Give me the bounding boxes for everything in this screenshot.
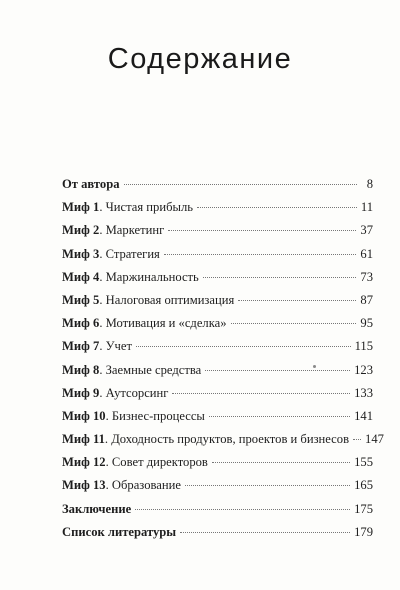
toc-entry [62,502,373,525]
toc-entry-page: 95 [360,316,373,331]
toc-entry-page: 61 [360,246,373,261]
toc-entry [62,316,373,339]
toc-entry-page: 175 [354,501,373,516]
toc-entry-page: 155 [354,455,373,470]
toc-entry-heading: От автора [62,177,120,191]
toc-entry-heading: Миф 7 [62,339,100,354]
toc-entry-label [62,247,160,262]
table-of-contents [62,177,384,548]
toc-entry-title: . Стратегия [99,246,160,261]
toc-entry-title: . Доходность продуктов, проектов и бизнесов [104,432,350,447]
toc-entry-heading: Миф 8 [62,362,100,377]
toc-entry-label [62,478,181,493]
toc-entry-heading: Миф 2 [62,223,100,238]
toc-entry-label [62,293,234,308]
toc-entry-title: . Бизнес-процессы [105,408,205,423]
toc-entry-page: 147 [365,432,384,447]
toc-entry [62,247,373,270]
dot-leader [136,346,351,347]
toc-entry [62,478,373,501]
dot-leader [124,184,357,185]
toc-entry [62,386,373,409]
toc-entry-label [62,363,201,378]
toc-entry [62,432,384,455]
toc-entry-title: . Маржинальность [99,269,199,284]
toc-entry-heading: Миф 6 [62,316,100,331]
toc-entry-heading: Миф 4 [62,269,100,284]
toc-entry [62,339,373,362]
dot-leader [205,370,350,371]
toc-entry [62,455,373,478]
toc-entry-heading: Список литературы [62,524,177,539]
dot-leader [197,207,357,208]
toc-entry-page: 87 [360,292,373,307]
toc-entry-label [62,432,349,447]
toc-entry [62,293,373,316]
toc-entry-page: 37 [360,223,373,238]
toc-entry-page: 8 [366,177,373,191]
toc-entry [62,409,373,432]
dot-leader [238,300,356,301]
toc-entry-label [62,409,205,424]
toc-entry-page: 133 [354,385,373,400]
page-title: Содержание [107,43,293,75]
dot-leader [168,230,356,231]
toc-entry-label [62,525,176,540]
dot-leader [353,439,361,440]
toc-entry [62,177,373,200]
dot-leader [231,323,357,324]
toc-entry-page: 123 [354,362,373,377]
toc-entry [62,270,373,293]
dot-leader [172,393,350,394]
toc-entry-title: . Чистая прибыль [99,200,193,215]
toc-entry-page: 115 [354,339,373,354]
toc-entry-label [62,177,120,192]
toc-entry-title: . Мотивация и «сделка» [99,316,227,331]
toc-entry-label [62,223,164,238]
toc-entry-title: . Заемные средства [99,362,202,377]
toc-entry-title: . Учет [99,339,132,354]
toc-entry-heading: Миф 3 [62,246,100,261]
toc-entry-label [62,200,193,215]
toc-entry [62,200,373,223]
toc-entry-title: . Аутсорсинг [99,385,169,400]
dot-leader [164,254,357,255]
toc-entry-title: . Совет директоров [105,455,208,470]
toc-entry-title: . Маркетинг [99,223,165,238]
dot-leader [135,509,350,510]
toc-entry-page: 165 [354,478,373,493]
toc-entry-heading: Миф 9 [62,385,100,400]
toc-entry-label [62,316,227,331]
toc-entry-heading: Миф 12 [62,455,106,470]
toc-entry-heading: Миф 5 [62,292,100,307]
toc-entry-heading: Миф 10 [62,408,106,423]
toc-entry-heading: Миф 13 [62,478,106,493]
dot-leader [203,277,357,278]
toc-entry-heading: Заключение [62,501,132,516]
toc-entry-page: 73 [360,269,373,284]
toc-entry [62,525,373,548]
dot-leader [185,485,350,486]
toc-entry-label [62,502,131,517]
toc-entry-page: 141 [354,408,373,423]
paper-speck [313,365,316,368]
toc-entry-label [62,270,199,285]
toc-entry [62,363,373,386]
dot-leader [180,532,350,533]
toc-entry-heading: Миф 1 [62,200,100,215]
toc-entry-title: . Образование [105,478,181,493]
toc-entry-heading: Миф 11 [62,432,105,447]
toc-entry-page: 11 [360,200,373,215]
toc-entry [62,223,373,246]
toc-entry-page: 179 [354,524,373,539]
toc-entry-label [62,339,132,354]
dot-leader [209,416,350,417]
toc-entry-title: . Налоговая оптимизация [99,292,235,307]
toc-entry-label [62,455,208,470]
toc-entry-label [62,386,168,401]
dot-leader [212,462,350,463]
